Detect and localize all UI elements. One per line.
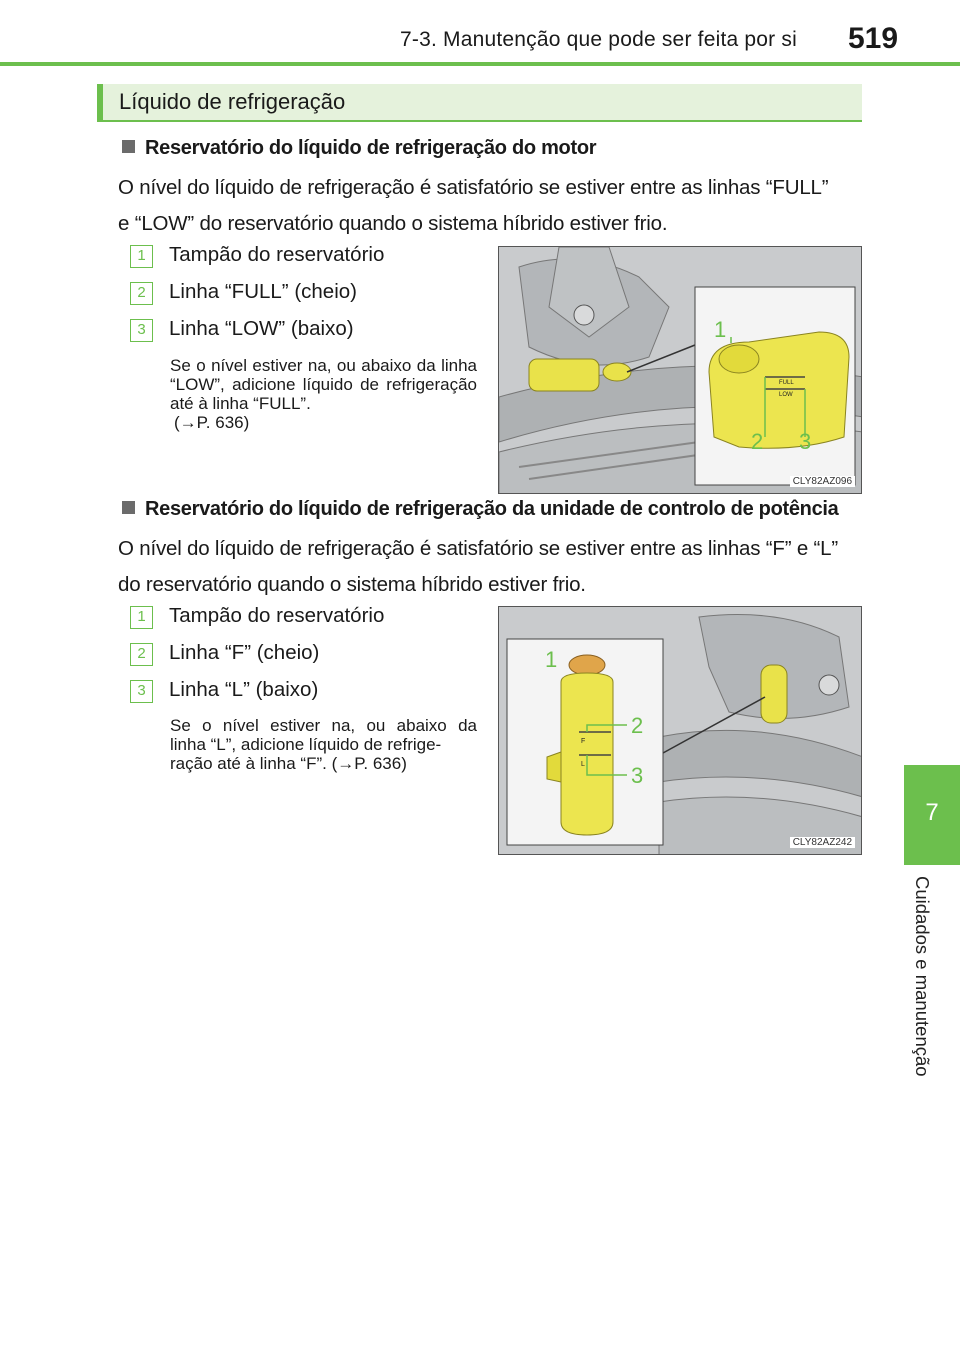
header-rule — [0, 62, 960, 66]
item-label: Linha “L” (baixo) — [169, 678, 319, 701]
section-title: Líquido de refrigeração — [119, 89, 346, 114]
engine-bay-illustration — [499, 247, 862, 494]
engine-reservoir-figure — [498, 246, 862, 494]
number-badge: 2 — [130, 643, 153, 666]
engine-bay-illustration — [499, 607, 862, 855]
l-mark-label: L — [581, 761, 585, 768]
pcu-reservoir-note: Se o nível estiver na, ou abaixo da linha “L”, adicione líquido de refrige- ração até à linha “F”. (→P. 636) — [170, 716, 477, 773]
item-label: Linha “FULL” (cheio) — [169, 280, 357, 303]
callout-3: 3 — [799, 429, 812, 454]
square-bullet-icon — [122, 140, 135, 153]
running-header-title: 7-3. Manutenção que pode ser feita por si — [400, 28, 797, 51]
f-mark-label: F — [581, 738, 586, 745]
page-number: 519 — [848, 22, 899, 55]
figure-code: CLY82AZ096 — [790, 476, 855, 487]
section-title-box — [97, 84, 862, 122]
square-bullet-icon — [122, 501, 135, 514]
number-badge: 1 — [130, 606, 153, 629]
engine-reservoir-paragraph: O nível do líquido de refrigeração é satisfatório se estiver entre as linhas “FULL” e “LOW” do reservatório quando o sistema híbrido estiver frio. — [118, 176, 829, 235]
item-label: Linha “F” (cheio) — [169, 641, 320, 664]
chapter-title: Cuidados e manutenção — [912, 876, 933, 1077]
callout-1: 1 — [714, 317, 727, 342]
number-badge: 1 — [130, 245, 153, 268]
pcu-reservoir-figure — [498, 606, 862, 855]
item-label: Linha “LOW” (baixo) — [169, 317, 354, 340]
low-mark-label: LOW — [779, 392, 793, 398]
callout-1: 1 — [545, 647, 558, 672]
item-label: Tampão do reservatório — [169, 243, 385, 266]
chapter-tab — [904, 765, 960, 865]
chapter-number: 7 — [925, 799, 939, 826]
figure-code: CLY82AZ242 — [790, 837, 855, 848]
full-mark-label: FULL — [779, 380, 794, 386]
callout-2: 2 — [631, 713, 644, 738]
item-label: Tampão do reservatório — [169, 604, 385, 627]
chapter-title-vertical — [912, 876, 948, 1101]
pcu-reservoir-heading: Reservatório do líquido de refrigeração da unidade de controlo de potência — [122, 498, 839, 521]
pcu-reservoir-paragraph: O nível do líquido de refrigeração é satisfatório se estiver entre as linhas “F” e “L” do reservatório quando o sistema híbrido estiver frio. — [118, 537, 839, 596]
number-badge: 3 — [130, 680, 153, 703]
engine-reservoir-note: Se o nível estiver na, ou abaixo da linha “LOW”, adicione líquido de refrigeração até à linha “FULL”. (→P. 636) — [170, 356, 477, 432]
number-badge: 3 — [130, 319, 153, 342]
engine-reservoir-heading: Reservatório do líquido de refrigeração do motor — [122, 137, 596, 160]
callout-3: 3 — [631, 763, 644, 788]
callout-2: 2 — [751, 429, 764, 454]
number-badge: 2 — [130, 282, 153, 305]
